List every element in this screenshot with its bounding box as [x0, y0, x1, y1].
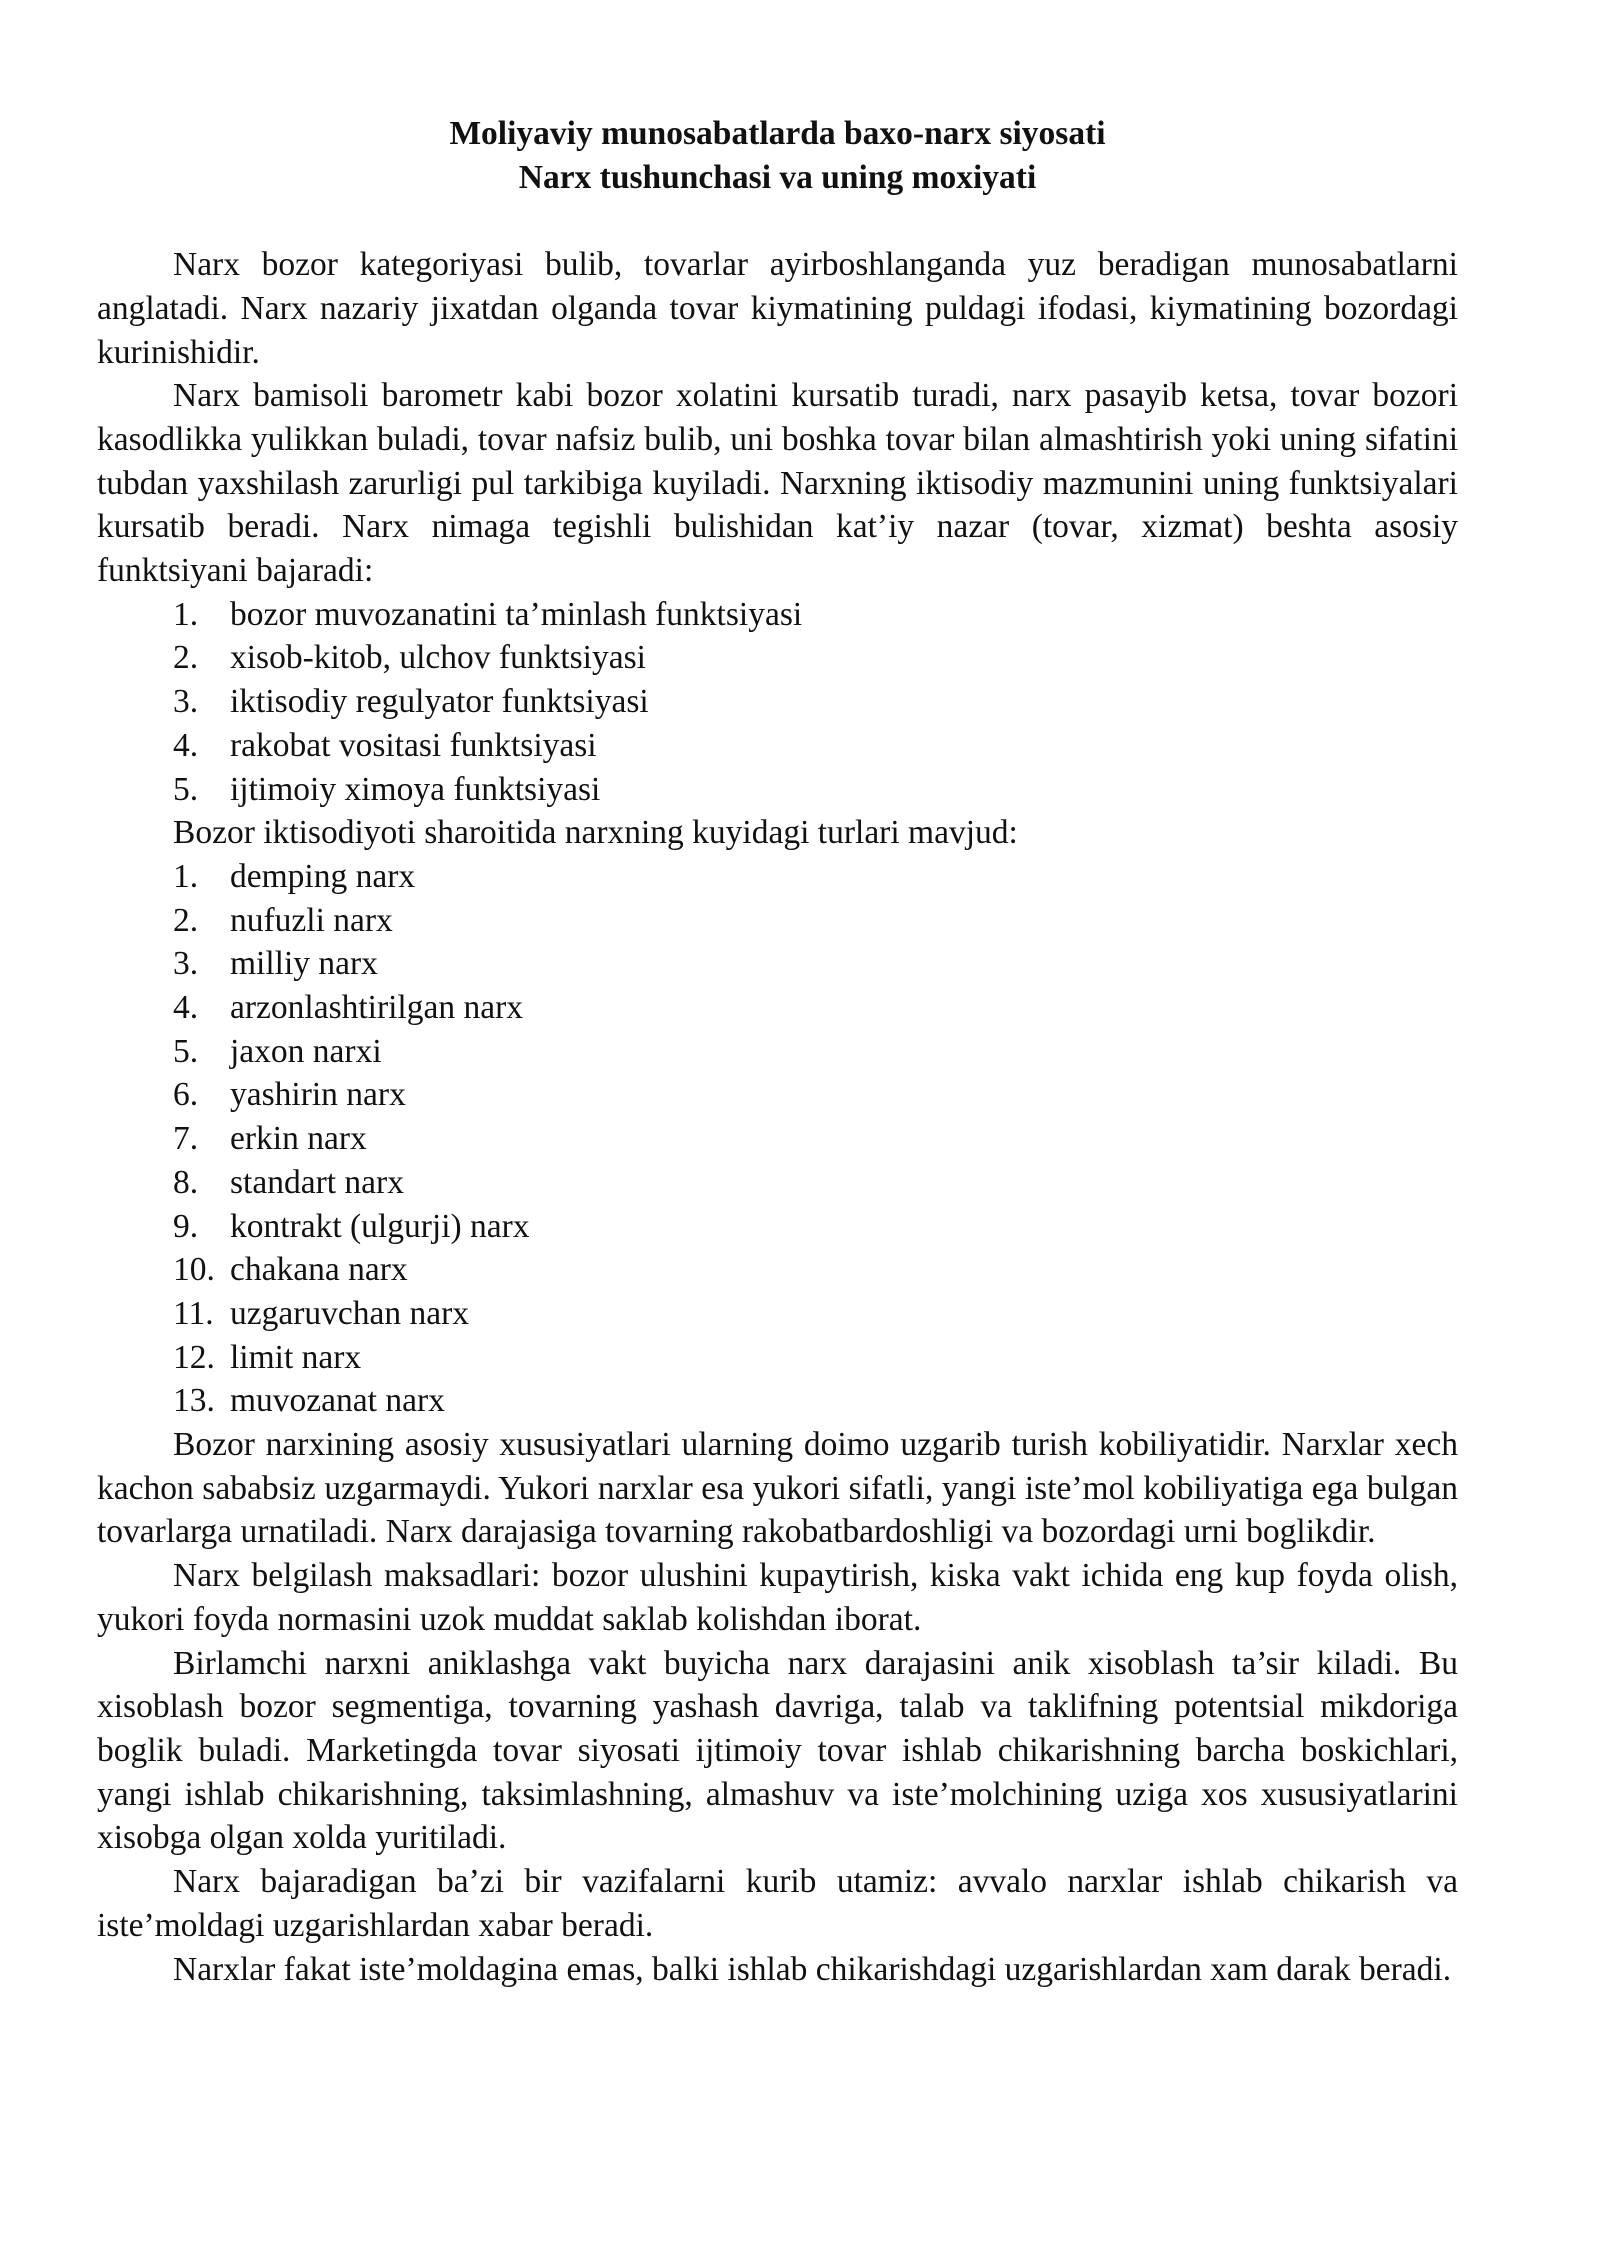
list-number: 5.	[173, 770, 199, 808]
list-item-text: nufuzli narx	[230, 901, 393, 939]
list-item	[97, 680, 1458, 724]
paragraph-3: Bozor narxining asosiy xususiyatlari ularning doimo uzgarib turish kobiliyatidir. Narxlar xech kachon sababsiz uzgarmaydi. Yukori narxlar esa yukori sifatli, yangi iste’mol kobiliyatiga ega bulgan tovarlarga urnatiladi. Narx darajasiga tovarning rakobatbardoshligi va bozordagi urni boglikdir.	[97, 1426, 1458, 1551]
paragraph-7: Narxlar fakat iste’moldagina emas, balki ishlab chikarishdagi uzgarishlardan xam darak beradi.	[173, 1950, 1452, 1988]
list-number: 2.	[173, 901, 199, 939]
paragraph-4: Narx belgilash maksadlari: bozor ulushini kupaytirish, kiska vakt ichida eng kup foyda olish, yukori foyda normasini uzok muddat saklab kolishdan iborat.	[97, 1557, 1458, 1638]
title-line-2: Narx tushunchasi va uning moxiyati	[518, 158, 1037, 196]
list-item-text: jaxon narxi	[230, 1032, 382, 1070]
types-intro: Bozor iktisodiyoti sharoitida narxning kuyidagi turlari mavjud:	[173, 814, 1018, 852]
price-types-list	[97, 855, 1458, 1423]
list-item-text: xisob-kitob, ulchov funktsiyasi	[230, 639, 646, 677]
list-item-text: demping narx	[230, 857, 416, 895]
list-item	[97, 855, 1458, 899]
list-item	[97, 1117, 1458, 1161]
list-number: 2.	[173, 639, 199, 677]
list-item	[97, 1161, 1458, 1205]
list-number: 4.	[173, 726, 199, 764]
list-number: 4.	[173, 989, 199, 1027]
list-number: 7.	[173, 1120, 199, 1158]
list-number: 3.	[173, 683, 199, 721]
functions-list	[97, 593, 1458, 812]
list-number: 9.	[173, 1207, 199, 1245]
list-number: 11.	[173, 1294, 214, 1332]
list-item-text: bozor muvozanatini ta’minlash funktsiyasi	[230, 595, 803, 633]
list-number: 8.	[173, 1163, 199, 1201]
list-item	[97, 1292, 1458, 1336]
list-item	[97, 986, 1458, 1030]
list-item-text: yashirin narx	[230, 1076, 406, 1114]
document-page	[97, 112, 1458, 1991]
list-number: 3.	[173, 945, 199, 983]
list-number: 1.	[173, 595, 199, 633]
list-item	[97, 1379, 1458, 1423]
list-item	[97, 1073, 1458, 1117]
paragraph-1: Narx bozor kategoriyasi bulib, tovarlar ayirboshlanganda yuz beradigan munosabatlarni anglatadi. Narx nazariy jixatdan olganda tovar kiymatining puldagi ifodasi, kiymatining bozordagi kurinishidir.	[97, 246, 1458, 371]
list-item-text: arzonlashtirilgan narx	[230, 989, 524, 1027]
list-item	[97, 1248, 1458, 1292]
list-item	[97, 768, 1458, 812]
list-number: 6.	[173, 1076, 199, 1114]
title-line-1: Moliyaviy munosabatlarda baxo-narx siyosati	[449, 115, 1106, 152]
list-item-text: uzgaruvchan narx	[230, 1294, 470, 1332]
list-item	[97, 593, 1458, 637]
list-item	[97, 636, 1458, 680]
paragraph-2: Narx bamisoli barometr kabi bozor xolatini kursatib turadi, narx pasayib ketsa, tovar bozori kasodlikka yulikkan buladi, tovar nafsiz bulib, uni boshka tovar bilan almashtirish yoki uning sifatini tubdan yaxshilash zarurligi pul tarkibiga kuyiladi. Narxning iktisodiy mazmunini uning funktsiyalari kursatib beradi. Narx nimaga tegishli bulishidan kat’iy nazar (tovar, xizmat) beshta asosiy funktsiyani bajaradi:	[97, 377, 1458, 590]
list-item-text: standart narx	[230, 1163, 404, 1201]
list-item	[97, 1336, 1458, 1380]
list-item-text: erkin narx	[230, 1120, 367, 1158]
list-item	[97, 724, 1458, 768]
list-item-text: muvozanat narx	[230, 1382, 445, 1420]
list-item	[97, 942, 1458, 986]
list-number: 10.	[173, 1251, 215, 1289]
list-item-text: kontrakt (ulgurji) narx	[230, 1207, 530, 1245]
list-item-text: iktisodiy regulyator funktsiyasi	[230, 683, 649, 721]
document-title	[97, 112, 1458, 199]
list-number: 5.	[173, 1032, 199, 1070]
title-spacer	[97, 199, 1458, 243]
list-item	[97, 899, 1458, 943]
list-item	[97, 1030, 1458, 1074]
list-number: 12.	[173, 1338, 215, 1376]
list-item-text: rakobat vositasi funktsiyasi	[230, 726, 597, 764]
list-item-text: milliy narx	[230, 945, 378, 983]
list-item-text: chakana narx	[230, 1251, 408, 1289]
paragraph-6: Narx bajaradigan ba’zi bir vazifalarni kurib utamiz: avvalo narxlar ishlab chikarish va iste’moldagi uzgarishlardan xabar beradi.	[97, 1863, 1458, 1944]
list-number: 13.	[173, 1382, 215, 1420]
list-number: 1.	[173, 857, 199, 895]
list-item	[97, 1205, 1458, 1249]
list-item-text: limit narx	[230, 1338, 362, 1376]
paragraph-5: Birlamchi narxni aniklashga vakt buyicha narx darajasini anik xisoblash ta’sir kiladi. Bu xisoblash bozor segmentiga, tovarning yashash davriga, talab va taklifning potentsial mikdoriga boglik buladi. Marketingda tovar siyosati ijtimoiy tovar ishlab chikarishning barcha boskichlari, yangi ishlab chikarishning, taksimlashning, almashuv va iste’molchining uziga xos xususiyatlarini xisobga olgan xolda yuritiladi.	[97, 1644, 1458, 1857]
list-item-text: ijtimoiy ximoya funktsiyasi	[230, 770, 601, 808]
